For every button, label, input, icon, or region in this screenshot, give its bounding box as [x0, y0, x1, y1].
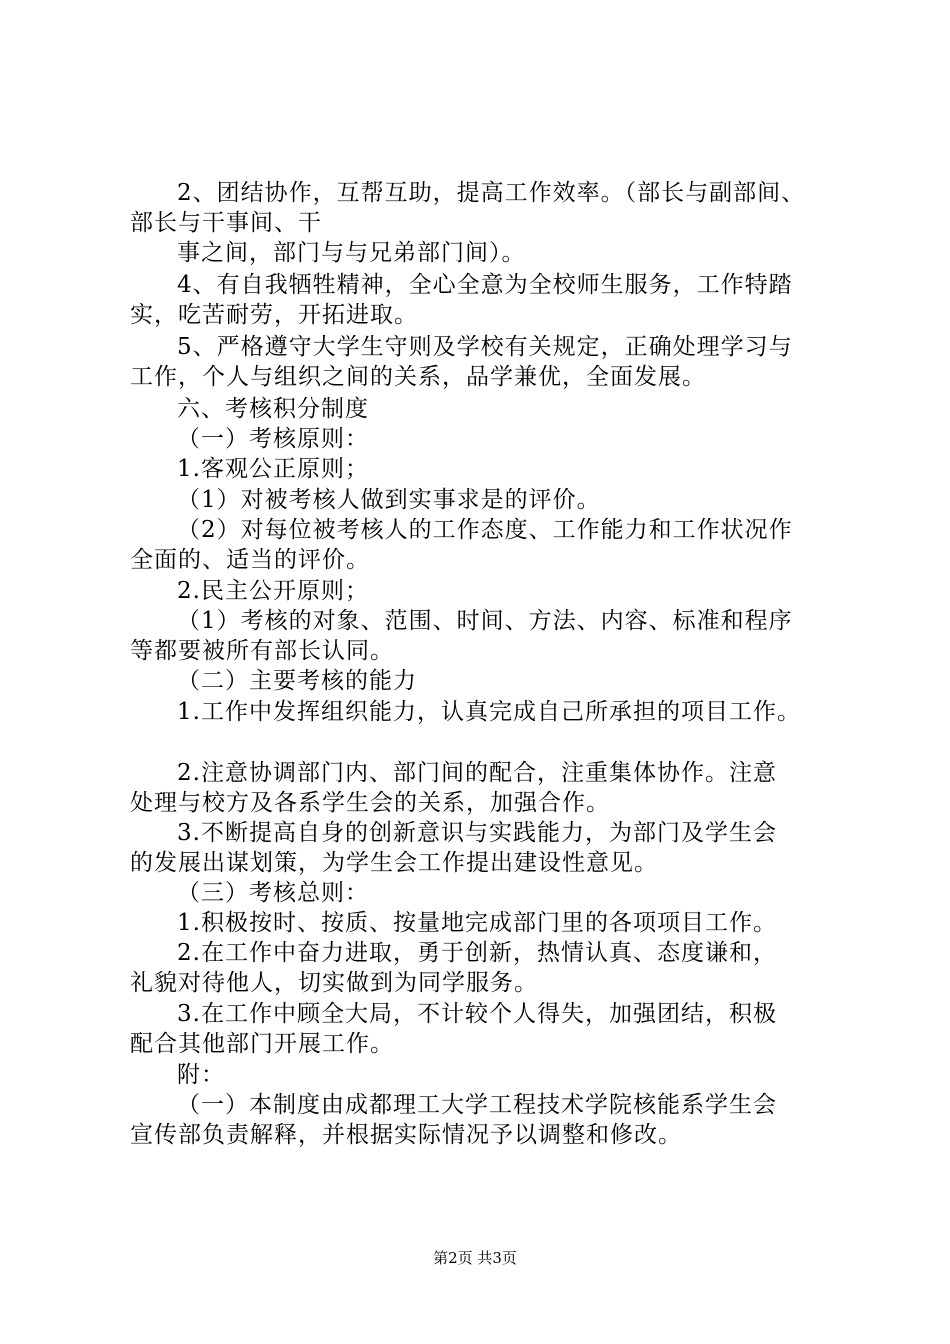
paragraph-line: （1）对被考核人做到实事求是的评价。 [177, 487, 601, 513]
paragraph-line: 实，吃苦耐劳，开拓进取。 [130, 302, 418, 328]
page-footer: 第2页 共3页 [433, 1249, 517, 1267]
paragraph-line: 的发展出谋划策，为学生会工作提出建设性意见。 [130, 850, 658, 876]
paragraph-line: 1.工作中发挥组织能力，认真完成自己所承担的项目工作。 [177, 699, 801, 725]
paragraph-line: 处理与校方及各系学生会的关系，加强合作。 [130, 790, 610, 816]
paragraph-line: 2.在工作中奋力进取，勇于创新，热情认真、态度谦和， [177, 940, 777, 966]
paragraph-line: （2）对每位被考核人的工作态度、工作能力和工作状况作 [177, 517, 793, 543]
paragraph-line: 2、团结协作，互帮互助，提高工作效率。（部长与副部间、 [177, 180, 806, 206]
paragraph-line: 宣传部负责解释，并根据实际情况予以调整和修改。 [130, 1122, 682, 1148]
paragraph-line: 2.注意协调部门内、部门间的配合，注重集体协作。注意 [177, 760, 777, 786]
section-heading: 六、考核积分制度 [177, 396, 369, 422]
appendix-heading: 附： [177, 1062, 225, 1088]
paragraph-line: 部长与干事间、干 [130, 210, 322, 236]
paragraph-line: 2.民主公开原则； [177, 578, 369, 604]
subsection-heading: （一）考核原则： [177, 426, 369, 452]
paragraph-line: 工作，个人与组织之间的关系，品学兼优，全面发展。 [130, 364, 706, 390]
paragraph-line: 等都要被所有部长认同。 [130, 638, 394, 664]
paragraph-line: （一）本制度由成都理工大学工程技术学院核能系学生会 [177, 1092, 777, 1118]
paragraph-line: 事之间，部门与与兄弟部门间）。 [177, 240, 526, 266]
subsection-heading: （二）主要考核的能力 [177, 668, 417, 694]
paragraph-line: （1）考核的对象、范围、时间、方法、内容、标准和程序 [177, 608, 793, 634]
paragraph-line: 全面的、适当的评价。 [130, 547, 370, 573]
paragraph-line: 3.在工作中顾全大局，不计较个人得失，加强团结，积极 [177, 1001, 777, 1027]
paragraph-line: 3.不断提高自身的创新意识与实践能力，为部门及学生会 [177, 820, 777, 846]
paragraph-line: 礼貌对待他人，切实做到为同学服务。 [130, 970, 538, 996]
paragraph-line: 1.积极按时、按质、按量地完成部门里的各项项目工作。 [177, 910, 777, 936]
paragraph-line: 配合其他部门开展工作。 [130, 1031, 394, 1057]
subsection-heading: （三）考核总则： [177, 880, 369, 906]
paragraph-line: 5、严格遵守大学生守则及学校有关规定，正确处理学习与 [177, 334, 793, 360]
paragraph-line: 1.客观公正原则； [177, 456, 369, 482]
paragraph-line: 4、有自我牺牲精神，全心全意为全校师生服务，工作特踏 [177, 272, 793, 298]
